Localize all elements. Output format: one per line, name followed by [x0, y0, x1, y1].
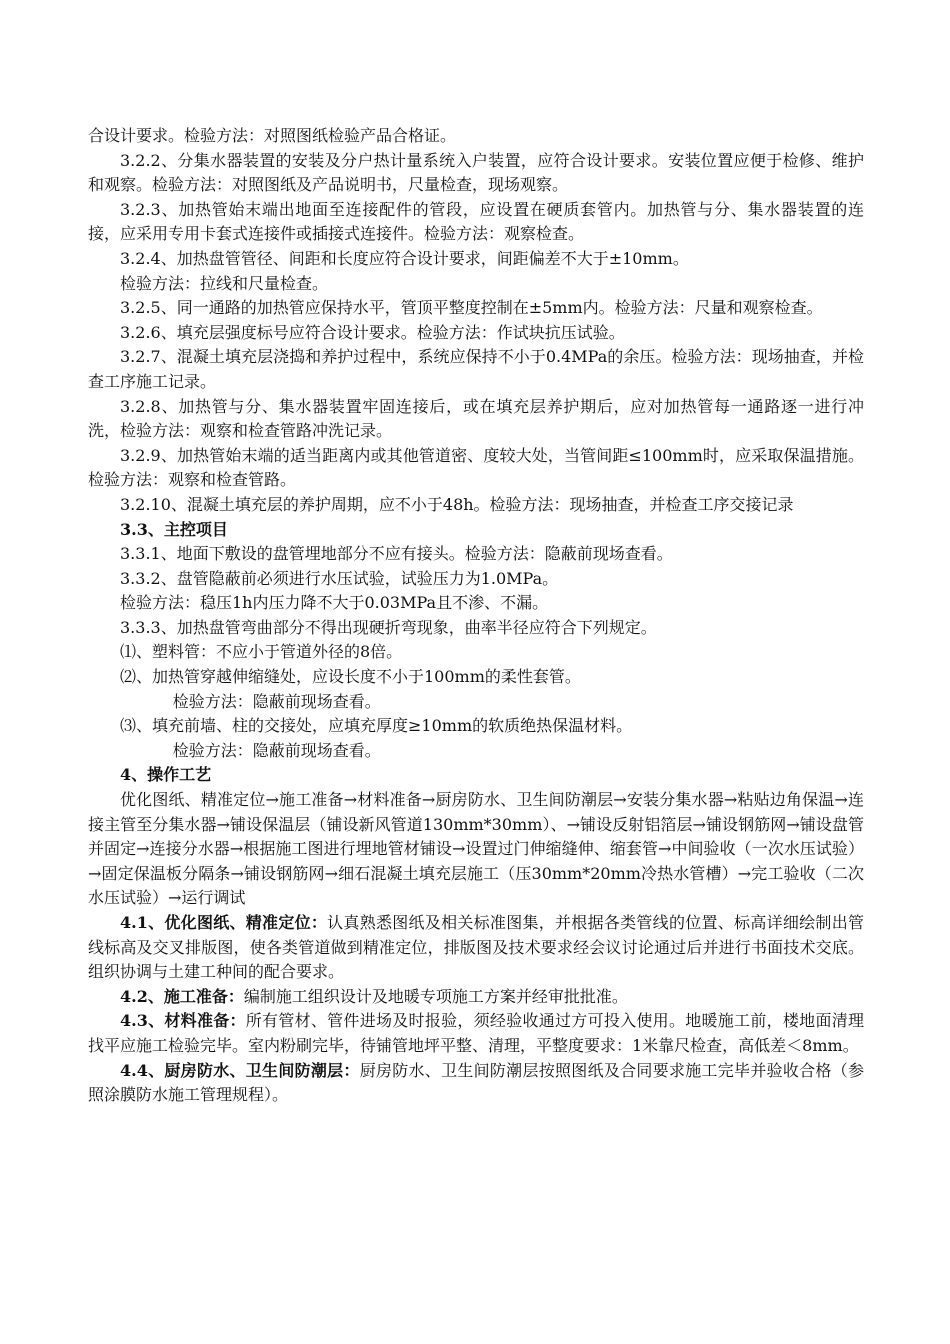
section-heading	[88, 518, 864, 543]
paragraph-lead: 4.3、材料准备：	[120, 1011, 246, 1031]
paragraph: 3.2.10、混凝土填充层的养护周期，应不小于48h。检验方法：现场抽查，并检查工序交接记录	[120, 494, 794, 514]
paragraph-text: 厨房防水、卫生间防潮层按照图纸及合同要求施工完毕并验收合格（参照涂膜防水施工管理规程）。	[88, 1060, 864, 1105]
paragraph: 检验方法：隐蔽前现场查看。	[172, 740, 381, 760]
paragraph: 3.3.2、盘管隐蔽前必须进行水压试验，试验压力为1.0MPa。	[120, 568, 559, 588]
section-heading-text: 3.3、主控项目	[120, 519, 228, 539]
paragraph: 合设计要求。检验方法：对照图纸检验产品合格证。	[88, 126, 457, 145]
paragraph: 3.2.5、同一通路的加热管应保持水平，管顶平整度控制在±5mm内。检验方法：尺量和观察检查。	[120, 298, 823, 318]
paragraph	[88, 1009, 864, 1058]
section-heading	[88, 763, 864, 788]
paragraph	[88, 1059, 864, 1108]
paragraph: 3.2.9、加热管始末端的适当距离内或其他管道密、度较大处，当管间距≤100mm时，应采取保温措施。检验方法：观察和检查管路。	[88, 445, 864, 490]
document-body	[88, 124, 864, 1108]
paragraph-text: 所有管材、管件进场及时报验，须经验收通过方可投入使用。地暖施工前，楼地面清理找平应施工检验完毕。室内粉刷完毕，待铺管地坪平整、清理，平整度要求：1米靠尺检查，高低差＜8mm。	[88, 1011, 864, 1055]
paragraph: 3.2.3、加热管始末端出地面至连接配件的管段，应设置在硬质套管内。加热管与分、集水器装置的连接，应采用专用卡套式连接件或插接式连接件。检验方法：观察检查。	[88, 199, 864, 244]
paragraph-lead: 4.4、厨房防水、卫生间防潮层：	[120, 1060, 360, 1080]
paragraph: 3.2.6、填充层强度标号应符合设计要求。检验方法：作试块抗压试验。	[120, 322, 625, 342]
list-item: ⑵、加热管穿越伸缩缝处，应设长度不小于100mm的柔性套管。	[120, 667, 581, 687]
paragraph: 3.2.2、分集水器装置的安装及分户热计量系统入户装置，应符合设计要求。安装位置应便于检修、维护和观察。检验方法：对照图纸及产品说明书，尺量检查，现场观察。	[88, 150, 864, 195]
section-heading-text: 4、操作工艺	[120, 765, 212, 785]
paragraph	[88, 985, 864, 1010]
paragraph-lead: 4.2、施工准备：	[120, 986, 244, 1006]
paragraph: 检验方法：稳压1h内压力降不大于0.03MPa且不渗、不漏。	[120, 593, 549, 613]
paragraph: 3.3.3、加热盘管弯曲部分不得出现硬折弯现象，曲率半径应符合下列规定。	[120, 617, 657, 637]
paragraph: 检验方法：拉线和尺量检查。	[120, 273, 329, 293]
paragraph: 检验方法：隐蔽前现场查看。	[172, 691, 381, 711]
process-flow: 优化图纸、精准定位→施工准备→材料准备→厨房防水、卫生间防潮层→安装分集水器→粘贴边角保温→连接主管至分集水器→铺设保温层（铺设新风管道130mm*30mm）、→铺设反射铝箔层→铺设钢筋网→铺设盘管并固定→连接分水器→根据施工图进行埋地管材铺设→设置过门伸缩缝伸、缩套管→中间验收（一次水压试验）→固定保温板分隔条→铺设钢筋网→细石混凝土填充层施工（压30mm*20mm冷热水管槽）→完工验收（二次水压试验）→运行调试	[88, 790, 864, 908]
paragraph: 3.2.4、加热盘管管径、间距和长度应符合设计要求，间距偏差不大于±10mm。	[120, 248, 689, 268]
list-item: ⑶、填充前墙、柱的交接处，应填充厚度≥10mm的软质绝热保温材料。	[120, 716, 633, 736]
paragraph: 3.2.7、混凝土填充层浇捣和养护过程中，系统应保持不小于0.4MPa的余压。检验方法：现场抽查，并检查工序施工记录。	[88, 347, 864, 391]
paragraph: 3.2.8、加热管与分、集水器装置牢固连接后，或在填充层养护期后，应对加热管每一通路逐一进行冲洗，检验方法：观察和检查管路冲洗记录。	[88, 396, 864, 441]
paragraph: 3.3.1、地面下敷设的盘管埋地部分不应有接头。检验方法：隐蔽前现场查看。	[120, 544, 673, 564]
paragraph-lead: 4.1、优化图纸、精准定位：	[120, 913, 328, 932]
paragraph-text: 认真熟悉图纸及相关标准图集，并根据各类管线的位置、标高详细绘制出管线标高及交叉排版图，使各类管道做到精准定位，排版图及技术要求经会议讨论通过后并进行书面技术交底。组织协调与土建工种间的配合要求。	[88, 913, 864, 982]
paragraph-text: 编制施工组织设计及地暖专项施工方案并经审批批准。	[243, 986, 628, 1006]
paragraph	[88, 911, 864, 985]
list-item: ⑴、塑料管：不应小于管道外径的8倍。	[120, 642, 403, 662]
